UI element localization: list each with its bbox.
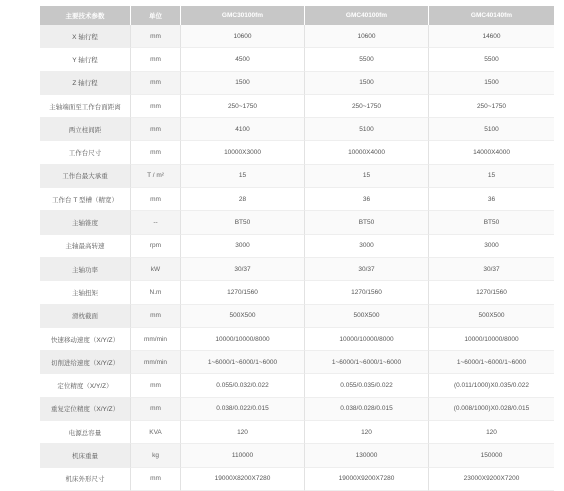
value-cell-model-2: 0.055/0.035/0.022 bbox=[305, 374, 429, 397]
table-row bbox=[40, 305, 554, 328]
param-name-cell: X 轴行程 bbox=[40, 25, 131, 48]
unit-cell: mm bbox=[131, 72, 181, 95]
unit-cell: mm bbox=[131, 398, 181, 421]
unit-cell: mm bbox=[131, 118, 181, 141]
value-cell-model-3: (0.011/1000)X0.035/0.022 bbox=[429, 374, 554, 397]
header-model-1: GMC30100fm bbox=[181, 6, 305, 25]
table-row bbox=[40, 118, 554, 141]
unit-cell: N.m bbox=[131, 281, 181, 304]
table-row bbox=[40, 398, 554, 421]
value-cell-model-3: 5500 bbox=[429, 48, 554, 71]
table-row bbox=[40, 95, 554, 118]
value-cell-model-1: 1~6000/1~6000/1~6000 bbox=[181, 351, 305, 374]
unit-cell: -- bbox=[131, 211, 181, 234]
param-name-cell: 工作台最大承重 bbox=[40, 165, 131, 188]
header-param: 主要技术参数 bbox=[40, 6, 131, 25]
table-row bbox=[40, 444, 554, 467]
spec-table-header bbox=[40, 6, 554, 25]
param-name-cell: 两立柱间距 bbox=[40, 118, 131, 141]
value-cell-model-2: 15 bbox=[305, 165, 429, 188]
value-cell-model-2: 10000X4000 bbox=[305, 141, 429, 164]
value-cell-model-2: 10000/10000/8000 bbox=[305, 328, 429, 351]
value-cell-model-2: 120 bbox=[305, 421, 429, 444]
param-name-cell: 工作台尺寸 bbox=[40, 141, 131, 164]
value-cell-model-1: 3000 bbox=[181, 235, 305, 258]
value-cell-model-1: 120 bbox=[181, 421, 305, 444]
header-unit: 单位 bbox=[131, 6, 181, 25]
value-cell-model-3: 14000X4000 bbox=[429, 141, 554, 164]
unit-cell: mm bbox=[131, 95, 181, 118]
value-cell-model-1: 500X500 bbox=[181, 305, 305, 328]
table-row bbox=[40, 421, 554, 444]
table-row bbox=[40, 328, 554, 351]
value-cell-model-1: 250~1750 bbox=[181, 95, 305, 118]
value-cell-model-1: 0.038/0.022/0.015 bbox=[181, 398, 305, 421]
value-cell-model-3: 250~1750 bbox=[429, 95, 554, 118]
unit-cell: mm bbox=[131, 374, 181, 397]
spec-table-body bbox=[40, 25, 554, 491]
param-name-cell: Z 轴行程 bbox=[40, 72, 131, 95]
unit-cell: mm bbox=[131, 188, 181, 211]
param-name-cell: 主轴扭矩 bbox=[40, 281, 131, 304]
unit-cell: kW bbox=[131, 258, 181, 281]
spec-table-container bbox=[40, 6, 554, 491]
value-cell-model-3: 1270/1560 bbox=[429, 281, 554, 304]
value-cell-model-2: 5500 bbox=[305, 48, 429, 71]
unit-cell: T / m² bbox=[131, 165, 181, 188]
value-cell-model-2: 1500 bbox=[305, 72, 429, 95]
value-cell-model-1: 0.055/0.032/0.022 bbox=[181, 374, 305, 397]
table-row bbox=[40, 258, 554, 281]
spec-table bbox=[40, 6, 554, 491]
value-cell-model-2: 30/37 bbox=[305, 258, 429, 281]
value-cell-model-3: BT50 bbox=[429, 211, 554, 234]
unit-cell: KVA bbox=[131, 421, 181, 444]
value-cell-model-3: 1~6000/1~6000/1~6000 bbox=[429, 351, 554, 374]
value-cell-model-2: 19000X9200X7280 bbox=[305, 468, 429, 491]
value-cell-model-1: 10600 bbox=[181, 25, 305, 48]
param-name-cell: 滑枕截面 bbox=[40, 305, 131, 328]
value-cell-model-1: 4500 bbox=[181, 48, 305, 71]
unit-cell: rpm bbox=[131, 235, 181, 258]
table-row bbox=[40, 48, 554, 71]
unit-cell: mm bbox=[131, 48, 181, 71]
value-cell-model-3: 36 bbox=[429, 188, 554, 211]
value-cell-model-2: 1270/1560 bbox=[305, 281, 429, 304]
value-cell-model-2: BT50 bbox=[305, 211, 429, 234]
table-row bbox=[40, 211, 554, 234]
table-row bbox=[40, 141, 554, 164]
param-name-cell: 机床重量 bbox=[40, 444, 131, 467]
param-name-cell: 机床外形尺寸 bbox=[40, 468, 131, 491]
value-cell-model-2: 1~6000/1~6000/1~6000 bbox=[305, 351, 429, 374]
param-name-cell: 主轴最高转速 bbox=[40, 235, 131, 258]
value-cell-model-2: 10600 bbox=[305, 25, 429, 48]
table-row bbox=[40, 374, 554, 397]
table-row bbox=[40, 25, 554, 48]
value-cell-model-1: BT50 bbox=[181, 211, 305, 234]
value-cell-model-1: 10000X3000 bbox=[181, 141, 305, 164]
table-row bbox=[40, 281, 554, 304]
header-row bbox=[40, 6, 554, 25]
header-model-2: GMC40100fm bbox=[305, 6, 429, 25]
value-cell-model-1: 30/37 bbox=[181, 258, 305, 281]
value-cell-model-3: 10000/10000/8000 bbox=[429, 328, 554, 351]
value-cell-model-1: 4100 bbox=[181, 118, 305, 141]
value-cell-model-2: 500X500 bbox=[305, 305, 429, 328]
value-cell-model-3: 1500 bbox=[429, 72, 554, 95]
value-cell-model-1: 1500 bbox=[181, 72, 305, 95]
param-name-cell: 切削进给速度（X/Y/Z） bbox=[40, 351, 131, 374]
table-row bbox=[40, 351, 554, 374]
value-cell-model-3: 14600 bbox=[429, 25, 554, 48]
value-cell-model-1: 10000/10000/8000 bbox=[181, 328, 305, 351]
param-name-cell: 快速移动速度（X/Y/Z） bbox=[40, 328, 131, 351]
param-name-cell: 工作台 T 型槽（精宽） bbox=[40, 188, 131, 211]
param-name-cell: 电源总容量 bbox=[40, 421, 131, 444]
value-cell-model-2: 36 bbox=[305, 188, 429, 211]
value-cell-model-3: 23000X9200X7200 bbox=[429, 468, 554, 491]
value-cell-model-3: 30/37 bbox=[429, 258, 554, 281]
value-cell-model-1: 15 bbox=[181, 165, 305, 188]
table-row bbox=[40, 72, 554, 95]
unit-cell: mm bbox=[131, 25, 181, 48]
param-name-cell: Y 轴行程 bbox=[40, 48, 131, 71]
param-name-cell: 重复定位精度（X/Y/Z） bbox=[40, 398, 131, 421]
value-cell-model-2: 130000 bbox=[305, 444, 429, 467]
param-name-cell: 定位精度（X/Y/Z） bbox=[40, 374, 131, 397]
value-cell-model-3: 120 bbox=[429, 421, 554, 444]
unit-cell: mm bbox=[131, 141, 181, 164]
unit-cell: mm bbox=[131, 468, 181, 491]
value-cell-model-2: 5100 bbox=[305, 118, 429, 141]
table-row bbox=[40, 188, 554, 211]
value-cell-model-1: 19000X8200X7280 bbox=[181, 468, 305, 491]
value-cell-model-1: 28 bbox=[181, 188, 305, 211]
value-cell-model-3: 15 bbox=[429, 165, 554, 188]
value-cell-model-3: (0.008/1000)X0.028/0.015 bbox=[429, 398, 554, 421]
header-model-3: GMC40140fm bbox=[429, 6, 554, 25]
unit-cell: mm bbox=[131, 305, 181, 328]
value-cell-model-1: 1270/1560 bbox=[181, 281, 305, 304]
value-cell-model-3: 5100 bbox=[429, 118, 554, 141]
value-cell-model-2: 3000 bbox=[305, 235, 429, 258]
unit-cell: mm/min bbox=[131, 351, 181, 374]
unit-cell: mm/min bbox=[131, 328, 181, 351]
value-cell-model-2: 0.038/0.028/0.015 bbox=[305, 398, 429, 421]
value-cell-model-2: 250~1750 bbox=[305, 95, 429, 118]
param-name-cell: 主轴功率 bbox=[40, 258, 131, 281]
table-row bbox=[40, 235, 554, 258]
table-row bbox=[40, 468, 554, 491]
param-name-cell: 主轴端面至工作台面距离 bbox=[40, 95, 131, 118]
value-cell-model-1: 110000 bbox=[181, 444, 305, 467]
value-cell-model-3: 150000 bbox=[429, 444, 554, 467]
unit-cell: kg bbox=[131, 444, 181, 467]
param-name-cell: 主轴锥度 bbox=[40, 211, 131, 234]
value-cell-model-3: 3000 bbox=[429, 235, 554, 258]
value-cell-model-3: 500X500 bbox=[429, 305, 554, 328]
table-row bbox=[40, 165, 554, 188]
